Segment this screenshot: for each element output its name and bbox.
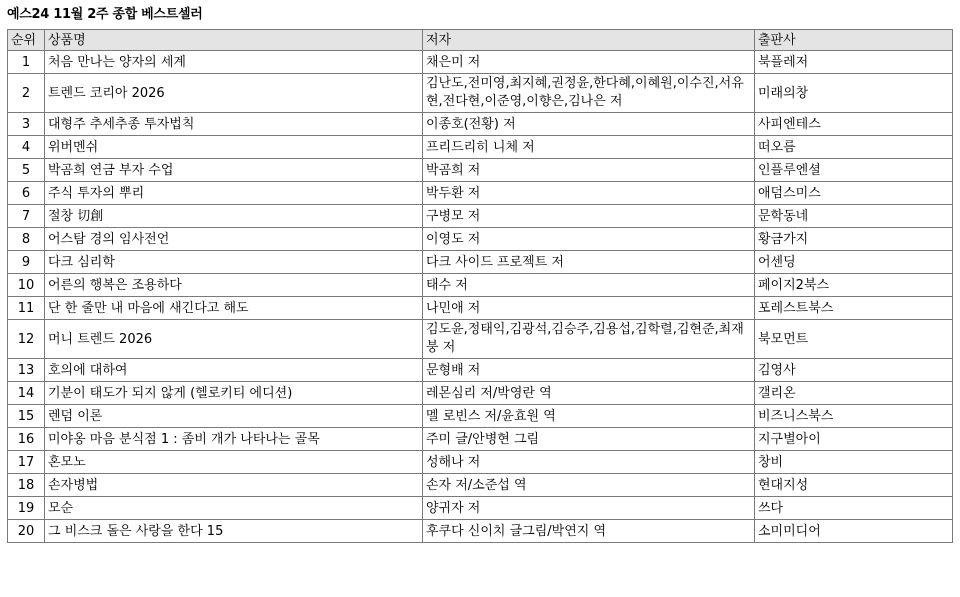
table-row	[8, 320, 953, 359]
rank-cell: 17	[8, 451, 45, 474]
author-cell: 레몬심리 저/박영란 역	[423, 382, 755, 405]
publisher-cell: 포레스트북스	[755, 297, 953, 320]
product-cell: 위버멘쉬	[45, 136, 423, 159]
author-cell: 김도윤,정태익,김광석,김승주,김용섭,김학렬,김현준,최재붕 저	[423, 320, 755, 359]
table-row	[8, 136, 953, 159]
header-publisher: 출판사	[755, 30, 953, 51]
rank-cell: 16	[8, 428, 45, 451]
rank-cell: 11	[8, 297, 45, 320]
table-row	[8, 159, 953, 182]
product-cell: 호의에 대하여	[45, 359, 423, 382]
author-cell: 후쿠다 신이치 글그림/박연지 역	[423, 520, 755, 543]
publisher-cell: 갤리온	[755, 382, 953, 405]
rank-cell: 14	[8, 382, 45, 405]
author-cell: 채은미 저	[423, 51, 755, 74]
product-cell: 다크 심리학	[45, 251, 423, 274]
publisher-cell: 쓰다	[755, 497, 953, 520]
author-cell: 나민애 저	[423, 297, 755, 320]
product-cell: 모순	[45, 497, 423, 520]
rank-cell: 6	[8, 182, 45, 205]
product-cell: 트렌드 코리아 2026	[45, 74, 423, 113]
table-body	[8, 51, 953, 543]
rank-cell: 19	[8, 497, 45, 520]
rank-cell: 20	[8, 520, 45, 543]
product-cell: 처음 만나는 양자의 세계	[45, 51, 423, 74]
publisher-cell: 사피엔테스	[755, 113, 953, 136]
author-cell: 구병모 저	[423, 205, 755, 228]
publisher-cell: 황금가지	[755, 228, 953, 251]
product-cell: 그 비스크 돌은 사랑을 한다 15	[45, 520, 423, 543]
table-row	[8, 74, 953, 113]
author-cell: 손자 저/소준섭 역	[423, 474, 755, 497]
rank-cell: 1	[8, 51, 45, 74]
publisher-cell: 창비	[755, 451, 953, 474]
author-cell: 박두환 저	[423, 182, 755, 205]
author-cell: 태수 저	[423, 274, 755, 297]
publisher-cell: 소미미디어	[755, 520, 953, 543]
rank-cell: 18	[8, 474, 45, 497]
author-cell: 박곰희 저	[423, 159, 755, 182]
product-cell: 어른의 행복은 조용하다	[45, 274, 423, 297]
author-cell: 이종호(전황) 저	[423, 113, 755, 136]
author-cell: 멜 로빈스 저/윤효원 역	[423, 405, 755, 428]
publisher-cell: 지구별아이	[755, 428, 953, 451]
rank-cell: 9	[8, 251, 45, 274]
page-title: 예스24 11월 2주 종합 베스트셀러	[7, 7, 203, 22]
publisher-cell: 애덤스미스	[755, 182, 953, 205]
publisher-cell: 문학동네	[755, 205, 953, 228]
rank-cell: 4	[8, 136, 45, 159]
table-row	[8, 497, 953, 520]
header-rank: 순위	[8, 30, 45, 51]
product-cell: 미야옹 마음 분식점 1 : 좀비 개가 나타나는 골목	[45, 428, 423, 451]
table-row	[8, 428, 953, 451]
publisher-cell: 북모먼트	[755, 320, 953, 359]
publisher-cell: 인플루엔셜	[755, 159, 953, 182]
publisher-cell: 김영사	[755, 359, 953, 382]
table-row	[8, 359, 953, 382]
product-cell: 단 한 줄만 내 마음에 새긴다고 해도	[45, 297, 423, 320]
table-row	[8, 405, 953, 428]
table-row	[8, 274, 953, 297]
product-cell: 대형주 추세추종 투자법칙	[45, 113, 423, 136]
author-cell: 프리드리히 니체 저	[423, 136, 755, 159]
product-cell: 손자병법	[45, 474, 423, 497]
header-product: 상품명	[45, 30, 423, 51]
rank-cell: 10	[8, 274, 45, 297]
table-row	[8, 382, 953, 405]
table-row	[8, 205, 953, 228]
table-header-row	[8, 30, 953, 51]
publisher-cell: 떠오름	[755, 136, 953, 159]
author-cell: 김난도,전미영,최지혜,권정윤,한다혜,이혜원,이수진,서유현,전다현,이준영,이향은,김나은 저	[423, 74, 755, 113]
author-cell: 다크 사이드 프로젝트 저	[423, 251, 755, 274]
bestseller-table	[7, 29, 953, 543]
rank-cell: 2	[8, 74, 45, 113]
product-cell: 렌덤 이론	[45, 405, 423, 428]
rank-cell: 3	[8, 113, 45, 136]
publisher-cell: 페이지2북스	[755, 274, 953, 297]
table-row	[8, 51, 953, 74]
rank-cell: 13	[8, 359, 45, 382]
rank-cell: 5	[8, 159, 45, 182]
product-cell: 주식 투자의 뿌리	[45, 182, 423, 205]
table-row	[8, 228, 953, 251]
product-cell: 어스탐 경의 임사전언	[45, 228, 423, 251]
product-cell: 기분이 태도가 되지 않게 (헬로키티 에디션)	[45, 382, 423, 405]
author-cell: 문형배 저	[423, 359, 755, 382]
rank-cell: 8	[8, 228, 45, 251]
product-cell: 머니 트렌드 2026	[45, 320, 423, 359]
table-row	[8, 182, 953, 205]
publisher-cell: 비즈니스북스	[755, 405, 953, 428]
header-author: 저자	[423, 30, 755, 51]
rank-cell: 7	[8, 205, 45, 228]
product-cell: 절창 切創	[45, 205, 423, 228]
table-row	[8, 297, 953, 320]
product-cell: 혼모노	[45, 451, 423, 474]
product-cell: 박곰희 연금 부자 수업	[45, 159, 423, 182]
author-cell: 주미 글/안병현 그림	[423, 428, 755, 451]
table-row	[8, 520, 953, 543]
table-row	[8, 474, 953, 497]
publisher-cell: 미래의창	[755, 74, 953, 113]
table-row	[8, 451, 953, 474]
rank-cell: 12	[8, 320, 45, 359]
publisher-cell: 북플레저	[755, 51, 953, 74]
rank-cell: 15	[8, 405, 45, 428]
table-row	[8, 251, 953, 274]
publisher-cell: 현대지성	[755, 474, 953, 497]
author-cell: 양귀자 저	[423, 497, 755, 520]
author-cell: 이영도 저	[423, 228, 755, 251]
table-row	[8, 113, 953, 136]
author-cell: 성해나 저	[423, 451, 755, 474]
publisher-cell: 어센딩	[755, 251, 953, 274]
